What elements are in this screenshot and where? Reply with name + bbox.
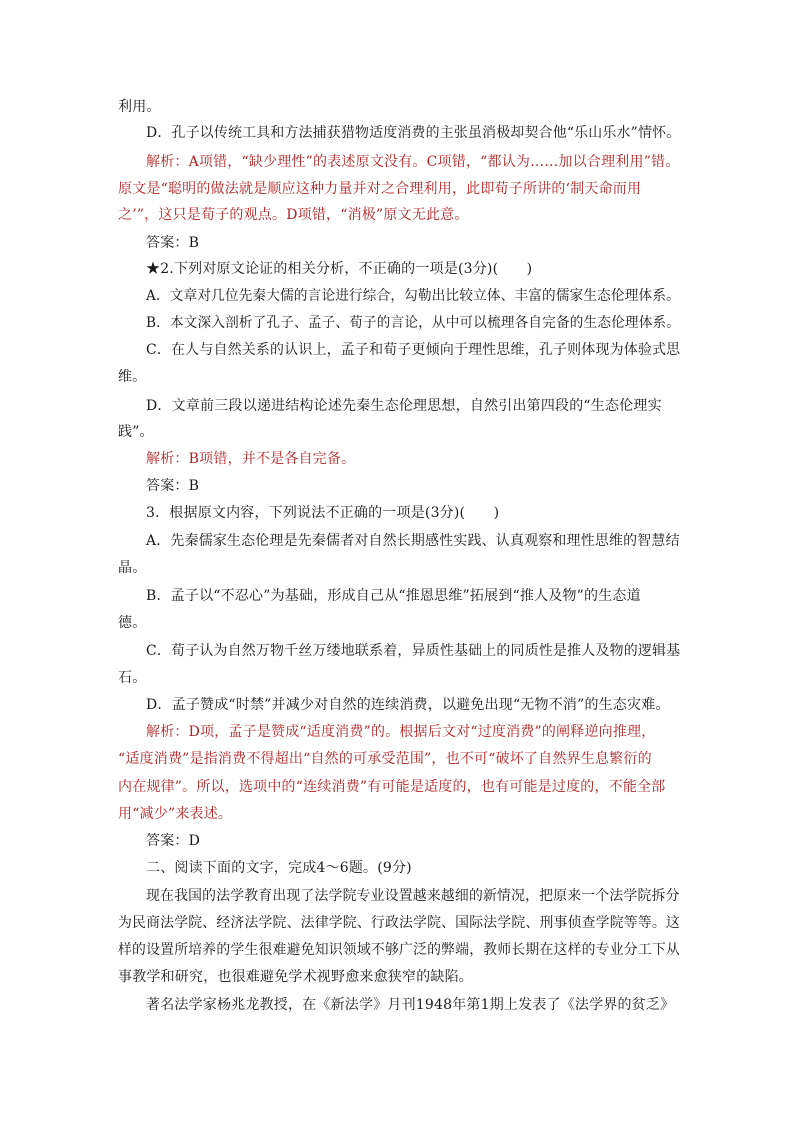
option-b-q3-line2: 德。 [118,615,147,631]
passage-p1-line3: 样的设置所培养的学生很难避免知识领域不够广泛的弊端，教师长期在这样的专业分工下从 [118,942,680,958]
option-c-q2-line1: C．在人与自然关系的认识上，孟子和荀子更倾向于理性思维，孔子则体现为体验式思 [146,342,681,358]
option-b-q2: B．本文深入剖析了孔子、孟子、荀子的言论，从中可以梳理各自完备的生态伦理体系。 [146,315,681,331]
option-d-q2-line1: D．文章前三段以递进结构论述先秦生态伦理思想，自然引出第四段的“生态伦理实 [146,398,662,414]
option-c-q2-line2: 维。 [118,369,147,385]
analysis-q3-line4: 用“减少”来表述。 [118,806,233,822]
option-d-q2-line2: 践”。 [118,424,154,440]
option-c-q3-line1: C．荀子认为自然万物千丝万缕地联系着，异质性基础上的同质性是推人及物的逻辑基 [146,643,681,659]
analysis-q1-line3: 之’”，这只是荀子的观点。D项错，“消极”原文无此意。 [118,207,469,223]
analysis-q3-line1: 解析：D项，孟子是赞成“适度消费”的。根据后文对“过度消费”的阐释逆向推理， [146,724,656,740]
passage-p1-line4: 事教学和研究，也很难避免学术视野愈来愈狭窄的缺陷。 [118,969,473,985]
analysis-q3-line3: 内在规律”。所以，选项中的“连续消费”有可能是适度的，也有可能是过度的，不能全部 [118,779,666,795]
answer-q3: 答案：D [146,833,201,849]
option-a-q3-line2: 晶。 [118,560,147,576]
option-b-q3-line1: B．孟子以“不忍心”为基础，形成自己从“推恩思维”拓展到“推人及物”的生态道 [146,588,641,604]
section-two-heading: 二、阅读下面的文字，完成4～6题。(9分) [146,860,412,876]
text-line-continuation: 利用。 [118,99,161,115]
option-a-q2: A．文章对几位先秦大儒的言论进行综合，勾勒出比较立体、丰富的儒家生态伦理体系。 [146,288,680,304]
analysis-q1-line2: 原文是“聪明的做法就是顺应这种力量并对之合理利用，此即荀子所讲的‘制天命而用 [118,181,642,197]
option-a-q3-line1: A．先秦儒家生态伦理是先秦儒者对自然长期感性实践、认真观察和理性思维的智慧结 [146,533,680,549]
question-2-stem: ★2.下列对原文论证的相关分析，不正确的一项是(3分)( ) [146,261,533,277]
passage-p1-line1: 现在我国的法学教育出现了法学院专业设置越来越细的新情况，把原来一个法学院拆分 [146,888,680,904]
analysis-q3-line2: “适度消费”是指消费不得超出“自然的可承受范围”，也不可“破坏了自然界生息繁衍的 [118,751,652,767]
option-c-q3-line2: 石。 [118,670,147,686]
analysis-q2: 解析：B项错，并不是各自完备。 [146,451,356,467]
answer-q1: 答案：B [146,235,200,251]
passage-p2-line1: 著名法学家杨兆龙教授，在《新法学》月刊1948年第1期上发表了《法学界的贫乏》 [146,997,675,1013]
option-d-q1: D．孔子以传统工具和方法捕获猎物适度消费的主张虽消极却契合他“乐山乐水”情怀。 [146,125,681,141]
option-d-q3: D．孟子赞成“时禁”并减少对自然的连续消费，以避免出现“无物不消”的生态灾难。 [146,697,670,713]
question-3-stem: 3．根据原文内容，下列说法不正确的一项是(3分)( ) [146,505,500,521]
passage-p1-line2: 为民商法学院、经济法学院、法律学院、行政法学院、国际法学院、刑事侦查学院等等。这 [118,915,680,931]
answer-q2: 答案：B [146,478,200,494]
analysis-q1-line1: 解析：A项错，“缺少理性”的表述原文没有。C项错，“都认为……加以合理利用”错。 [146,154,680,170]
